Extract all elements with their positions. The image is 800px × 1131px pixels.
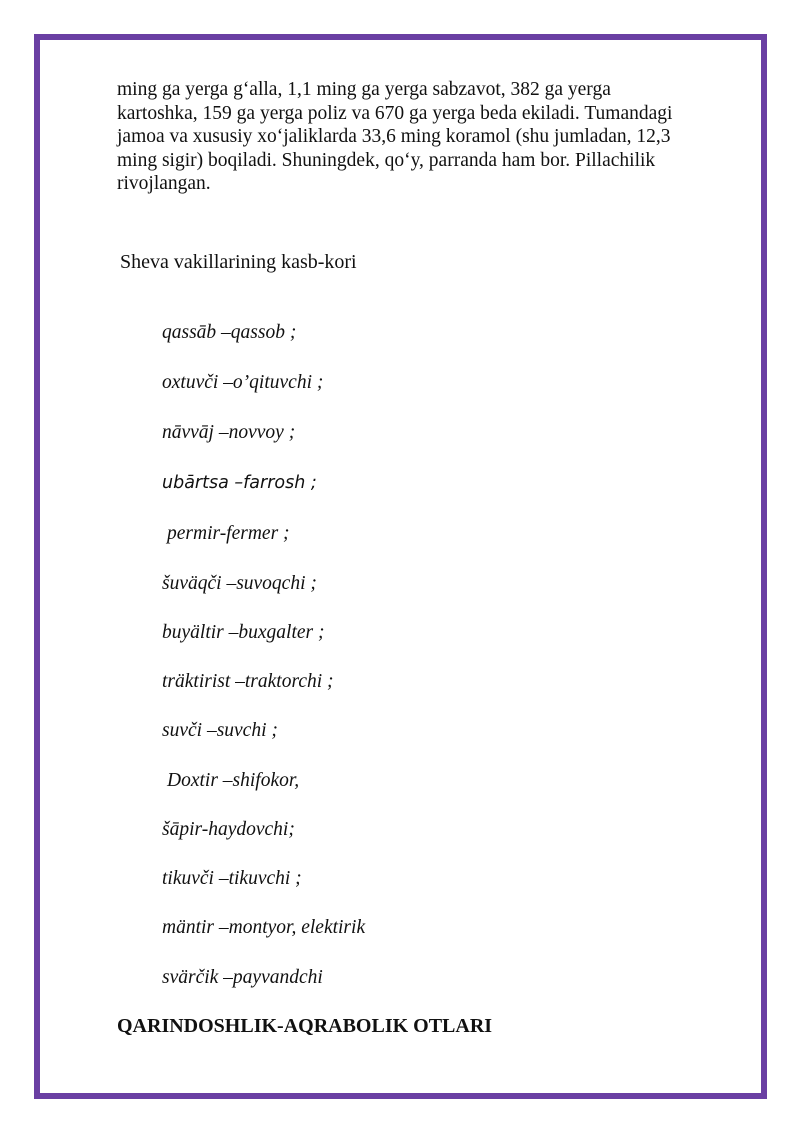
bottom-heading: QARINDOSHLIK-AQRABOLIK OTLARI [117,1015,493,1037]
term-item: permir-fermer ; [167,523,290,544]
term-item: Doxtir –shifokor, [167,770,300,791]
term-item: nāvvāj –novvoy ; [162,422,296,443]
paragraph-line: ming sigir) boqiladi. Shuningdek, qo‘y, parranda ham bor. Pillachilik [117,149,656,171]
paragraph-line: rivojlangan. [117,173,211,194]
term-item: tikuvči –tikuvchi ; [162,868,302,889]
paragraph-line: ming ga yerga g‘alla, 1,1 ming ga yerga sabzavot, 382 ga yerga [117,79,611,100]
term-item: qassāb –qassob ; [162,322,297,343]
term-item: mäntir –montyor, elektirik [162,917,366,938]
term-item: šuväqči –suvoqchi ; [162,573,317,594]
term-item: oxtuvči –o’qituvchi ; [162,372,324,393]
term-item: träktirist –traktorchi ; [162,671,334,692]
term-item: ubārtsa –farrosh ; [162,473,317,493]
term-item: buyältir –buxgalter ; [162,622,325,643]
term-item: svärčik –payvandchi [162,967,323,988]
intro-paragraph [117,78,747,196]
term-item: suvči –suvchi ; [162,720,278,741]
section-heading: Sheva vakillarining kasb-kori [120,251,357,273]
term-item: šāpir-haydovchi; [162,819,295,840]
paragraph-line: jamoa va xususiy xo‘jaliklarda 33,6 ming koramol (shu jumladan, 12,3 [117,126,671,147]
paragraph-line: kartoshka, 159 ga yerga poliz va 670 ga yerga beda ekiladi. Tumandagi [117,102,673,124]
